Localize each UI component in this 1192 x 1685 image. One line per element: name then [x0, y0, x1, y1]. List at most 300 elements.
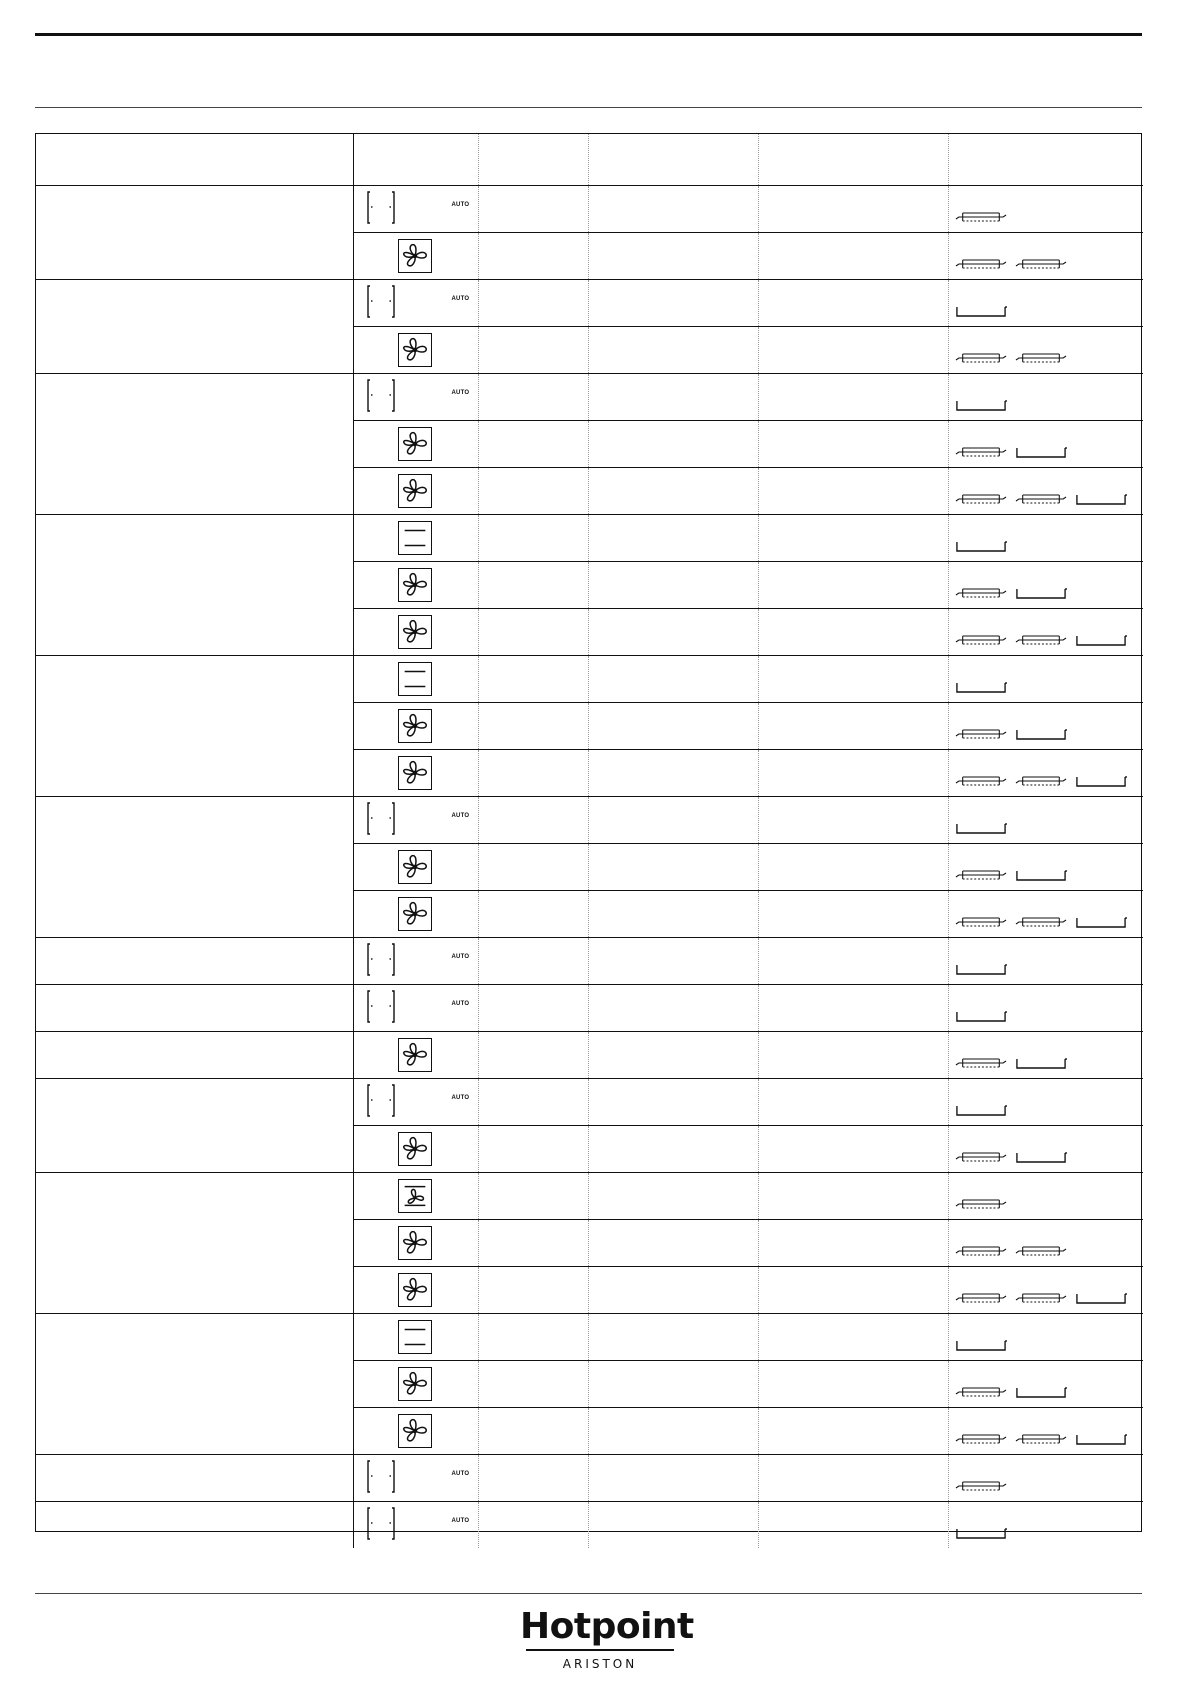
- duration-cell: [758, 891, 948, 938]
- fan-icon: [398, 897, 432, 931]
- auto-label: AUTO: [451, 1518, 470, 1524]
- function-cell: [353, 891, 478, 938]
- duration-cell: [758, 1361, 948, 1408]
- duration-cell: [758, 1220, 948, 1267]
- accessory-list: [949, 1362, 1144, 1406]
- duration-cell: [758, 1502, 948, 1549]
- temperature-cell: [588, 1314, 758, 1361]
- function-cell: [353, 609, 478, 656]
- accessory-cell: [948, 186, 1143, 233]
- function-cell: [353, 985, 478, 1032]
- function-cell: [353, 280, 478, 327]
- accessory-list: [949, 610, 1144, 654]
- preheat-cell: [478, 468, 588, 515]
- drip-tray-icon: [1075, 491, 1127, 507]
- preheat-cell: [478, 374, 588, 421]
- function-box: [354, 1315, 478, 1359]
- table-row: [36, 186, 1143, 233]
- recipe-cell: [36, 938, 353, 985]
- function-box: [354, 516, 478, 560]
- accessory-list: [949, 469, 1144, 513]
- bracket-auto-icon: [366, 1084, 396, 1117]
- preheat-cell: [478, 1220, 588, 1267]
- accessory-list: [949, 375, 1144, 419]
- bracket-auto-icon: [366, 191, 396, 224]
- function-cell: [353, 1220, 478, 1267]
- accessory-cell: [948, 1032, 1143, 1079]
- recipe-cell: [36, 1455, 353, 1502]
- table-row: [36, 1173, 1143, 1220]
- function-cell: [353, 1126, 478, 1173]
- wire-shelf-icon: [955, 773, 1007, 789]
- table-row: [36, 1032, 1143, 1079]
- preheat-cell: [478, 327, 588, 374]
- function-cell: [353, 844, 478, 891]
- temperature-cell: [588, 468, 758, 515]
- temperature-cell: [588, 797, 758, 844]
- temperature-cell: [588, 327, 758, 374]
- duration-cell: [758, 750, 948, 797]
- duration-cell: [758, 985, 948, 1032]
- function-fan: [354, 234, 478, 278]
- function-cell: [353, 1455, 478, 1502]
- function-auto: [354, 939, 478, 983]
- accessory-list: [949, 798, 1144, 842]
- drip-tray-icon: [1015, 444, 1067, 460]
- function-auto: [354, 375, 478, 419]
- accessory-cell: [948, 1126, 1143, 1173]
- preheat-cell: [478, 1267, 588, 1314]
- table-row: [36, 656, 1143, 703]
- accessory-cell: [948, 844, 1143, 891]
- accessory-list: [949, 939, 1144, 983]
- preheat-cell: [478, 515, 588, 562]
- temperature-cell: [588, 750, 758, 797]
- preheat-cell: [478, 656, 588, 703]
- accessory-list: [949, 1315, 1144, 1359]
- wire-shelf-icon: [1015, 491, 1067, 507]
- duration-cell: [758, 1455, 948, 1502]
- fan-icon: [398, 756, 432, 790]
- table-row: [36, 1314, 1143, 1361]
- accessory-cell: [948, 562, 1143, 609]
- accessory-cell: [948, 468, 1143, 515]
- function-cell: [353, 938, 478, 985]
- auto-label: AUTO: [451, 202, 470, 208]
- function-fan: [354, 1033, 478, 1077]
- wire-shelf-icon: [1015, 350, 1067, 366]
- drip-tray-icon: [955, 1337, 1007, 1353]
- temperature-cell: [588, 1079, 758, 1126]
- duration-cell: [758, 797, 948, 844]
- temperature-cell: [588, 656, 758, 703]
- temperature-cell: [588, 374, 758, 421]
- wire-shelf-icon: [955, 914, 1007, 930]
- wire-shelf-icon: [955, 1431, 1007, 1447]
- brand-logo: [520, 1606, 694, 1673]
- function-cell: [353, 750, 478, 797]
- wire-shelf-icon: [1015, 632, 1067, 648]
- preheat-cell: [478, 938, 588, 985]
- preheat-cell: [478, 797, 588, 844]
- temperature-cell: [588, 1173, 758, 1220]
- duration-cell: [758, 609, 948, 656]
- temperature-cell: [588, 891, 758, 938]
- accessory-list: [949, 1221, 1144, 1265]
- recipe-cell: [36, 1314, 353, 1455]
- accessory-list: [949, 328, 1144, 372]
- drip-tray-icon: [1075, 914, 1127, 930]
- preheat-cell: [478, 1361, 588, 1408]
- fan-icon: [398, 1226, 432, 1260]
- function-cell: [353, 233, 478, 280]
- accessory-cell: [948, 1455, 1143, 1502]
- preheat-cell: [478, 891, 588, 938]
- function-cell: [353, 1267, 478, 1314]
- function-fan: [354, 1362, 478, 1406]
- preheat-cell: [478, 1314, 588, 1361]
- auto-label: AUTO: [451, 1001, 470, 1007]
- duration-cell: [758, 703, 948, 750]
- duration-cell: [758, 1126, 948, 1173]
- drip-tray-icon: [1015, 1384, 1067, 1400]
- function-cell: [353, 1173, 478, 1220]
- accessory-cell: [948, 891, 1143, 938]
- table-row: [36, 515, 1143, 562]
- fan-icon: [398, 709, 432, 743]
- recipe-cell: [36, 1032, 353, 1079]
- accessory-cell: [948, 1267, 1143, 1314]
- function-auto: [354, 281, 478, 325]
- preheat-cell: [478, 844, 588, 891]
- drip-tray-icon: [955, 303, 1007, 319]
- temperature-cell: [588, 609, 758, 656]
- preheat-cell: [478, 233, 588, 280]
- accessory-list: [949, 704, 1144, 748]
- preheat-cell: [478, 750, 588, 797]
- temperature-cell: [588, 1455, 758, 1502]
- drip-tray-icon: [1075, 632, 1127, 648]
- bracket-auto-icon: [366, 1507, 396, 1540]
- function-cell: [353, 515, 478, 562]
- temperature-cell: [588, 1267, 758, 1314]
- accessory-list: [949, 516, 1144, 560]
- accessory-list: [949, 986, 1144, 1030]
- duration-cell: [758, 1173, 948, 1220]
- recipe-cell: [36, 1502, 353, 1549]
- accessory-cell: [948, 1361, 1143, 1408]
- accessory-list: [949, 1409, 1144, 1453]
- accessory-cell: [948, 1314, 1143, 1361]
- fan-icon: [398, 1273, 432, 1307]
- preheat-cell: [478, 609, 588, 656]
- accessory-cell: [948, 1173, 1143, 1220]
- header-cell-recipe: [36, 134, 353, 186]
- preheat-cell: [478, 1079, 588, 1126]
- wire-shelf-icon: [1015, 1431, 1067, 1447]
- temperature-cell: [588, 703, 758, 750]
- preheat-cell: [478, 985, 588, 1032]
- accessory-cell: [948, 985, 1143, 1032]
- recipe-cell: [36, 186, 353, 280]
- accessory-cell: [948, 750, 1143, 797]
- wire-shelf-icon: [955, 867, 1007, 883]
- bracket-auto-icon: [366, 990, 396, 1023]
- function-auto: [354, 187, 478, 231]
- recipe-cell: [36, 985, 353, 1032]
- header-cell-function: [353, 134, 478, 186]
- accessory-cell: [948, 374, 1143, 421]
- fan-icon: [398, 1132, 432, 1166]
- drip-tray-icon: [1075, 1290, 1127, 1306]
- preheat-cell: [478, 186, 588, 233]
- bracket-auto-icon: [366, 1460, 396, 1493]
- temperature-cell: [588, 515, 758, 562]
- drip-tray-icon: [955, 1525, 1007, 1541]
- preheat-cell: [478, 1126, 588, 1173]
- accessory-list: [949, 657, 1144, 701]
- function-fan: [354, 751, 478, 795]
- drip-tray-icon: [955, 679, 1007, 695]
- preheat-cell: [478, 1032, 588, 1079]
- accessory-list: [949, 1080, 1144, 1124]
- accessory-cell: [948, 515, 1143, 562]
- table-row: [36, 280, 1143, 327]
- duration-cell: [758, 1267, 948, 1314]
- accessory-cell: [948, 1502, 1143, 1549]
- function-cell: [353, 327, 478, 374]
- accessory-cell: [948, 421, 1143, 468]
- header-rule-top: [35, 33, 1142, 36]
- accessory-list: [949, 845, 1144, 889]
- function-cell: [353, 703, 478, 750]
- top-bottom-heat-icon: [398, 662, 432, 696]
- temperature-cell: [588, 844, 758, 891]
- wire-shelf-icon: [955, 256, 1007, 272]
- wire-shelf-icon: [955, 1055, 1007, 1071]
- drip-tray-icon: [1015, 1055, 1067, 1071]
- table-row: [36, 797, 1143, 844]
- preheat-cell: [478, 1408, 588, 1455]
- wire-shelf-icon: [955, 1290, 1007, 1306]
- function-fan: [354, 704, 478, 748]
- recipe-cell: [36, 280, 353, 374]
- drip-tray-icon: [955, 1008, 1007, 1024]
- auto-label: AUTO: [451, 813, 470, 819]
- duration-cell: [758, 844, 948, 891]
- function-cell: [353, 421, 478, 468]
- wire-shelf-icon: [955, 491, 1007, 507]
- function-cell: [353, 374, 478, 421]
- function-cell: [353, 1361, 478, 1408]
- wire-shelf-icon: [955, 585, 1007, 601]
- temperature-cell: [588, 1126, 758, 1173]
- temperature-cell: [588, 1220, 758, 1267]
- function-cell: [353, 1314, 478, 1361]
- function-fan: [354, 1221, 478, 1265]
- duration-cell: [758, 562, 948, 609]
- header-cell-level: [948, 134, 1143, 186]
- wire-shelf-icon: [1015, 1243, 1067, 1259]
- accessory-cell: [948, 233, 1143, 280]
- accessory-cell: [948, 703, 1143, 750]
- table-row: [36, 938, 1143, 985]
- header-cell-preheat: [478, 134, 588, 186]
- drip-tray-icon: [1015, 867, 1067, 883]
- auto-label: AUTO: [451, 390, 470, 396]
- function-fan: [354, 845, 478, 889]
- table-row: [36, 374, 1143, 421]
- function-cell: [353, 468, 478, 515]
- accessory-list: [949, 563, 1144, 607]
- fan-icon: [398, 1414, 432, 1448]
- wire-shelf-icon: [955, 1243, 1007, 1259]
- drip-tray-icon: [955, 397, 1007, 413]
- auto-label: AUTO: [451, 296, 470, 302]
- temperature-cell: [588, 1361, 758, 1408]
- function-fan: [354, 1127, 478, 1171]
- accessory-cell: [948, 797, 1143, 844]
- fan-icon: [398, 427, 432, 461]
- bracket-auto-icon: [366, 285, 396, 318]
- fan-icon: [398, 1038, 432, 1072]
- fan-icon: [398, 474, 432, 508]
- accessory-list: [949, 751, 1144, 795]
- accessory-list: [949, 1127, 1144, 1171]
- temperature-cell: [588, 280, 758, 327]
- duration-cell: [758, 938, 948, 985]
- wire-shelf-icon: [955, 1478, 1007, 1494]
- wire-shelf-icon: [955, 444, 1007, 460]
- duration-cell: [758, 1408, 948, 1455]
- drip-tray-icon: [1075, 773, 1127, 789]
- accessory-list: [949, 281, 1144, 325]
- preheat-cell: [478, 703, 588, 750]
- wire-shelf-icon: [955, 1196, 1007, 1212]
- function-box: [354, 657, 478, 701]
- table-row: [36, 1455, 1143, 1502]
- table-row: [36, 985, 1143, 1032]
- brand-subname: ARISTON: [562, 1657, 638, 1671]
- header-rule-bottom: [35, 107, 1142, 108]
- drip-tray-icon: [1015, 726, 1067, 742]
- table-body: [36, 186, 1143, 1549]
- duration-cell: [758, 468, 948, 515]
- function-cell: [353, 1032, 478, 1079]
- function-cell: [353, 656, 478, 703]
- duration-cell: [758, 374, 948, 421]
- function-cell: [353, 562, 478, 609]
- duration-cell: [758, 186, 948, 233]
- accessory-list: [949, 1033, 1144, 1077]
- preheat-cell: [478, 562, 588, 609]
- auto-label: AUTO: [451, 1471, 470, 1477]
- recipe-cell: [36, 797, 353, 938]
- function-cell: [353, 797, 478, 844]
- drip-tray-icon: [955, 961, 1007, 977]
- preheat-cell: [478, 1455, 588, 1502]
- temperature-cell: [588, 421, 758, 468]
- table-row: [36, 1502, 1143, 1549]
- temperature-cell: [588, 562, 758, 609]
- wire-shelf-icon: [955, 1149, 1007, 1165]
- header-cell-temperature: [588, 134, 758, 186]
- cooking-table: [35, 133, 1142, 1532]
- wire-shelf-icon: [1015, 773, 1067, 789]
- accessory-list: [949, 1174, 1144, 1218]
- fan-icon: [398, 850, 432, 884]
- function-cell: [353, 186, 478, 233]
- wire-shelf-icon: [1015, 256, 1067, 272]
- duration-cell: [758, 233, 948, 280]
- function-auto: [354, 798, 478, 842]
- function-fan: [354, 563, 478, 607]
- function-fan: [354, 1409, 478, 1453]
- function-auto: [354, 1080, 478, 1124]
- function-fan: [354, 469, 478, 513]
- accessory-cell: [948, 609, 1143, 656]
- fan-icon: [398, 1367, 432, 1401]
- fan-icon: [398, 568, 432, 602]
- temperature-cell: [588, 186, 758, 233]
- accessory-cell: [948, 327, 1143, 374]
- accessory-cell: [948, 938, 1143, 985]
- function-auto: [354, 986, 478, 1030]
- grill-fan-icon: [398, 1179, 432, 1213]
- accessory-list: [949, 187, 1144, 231]
- accessory-list: [949, 234, 1144, 278]
- accessory-list: [949, 422, 1144, 466]
- drip-tray-icon: [1015, 585, 1067, 601]
- brand-name: Hotpoint: [520, 1606, 694, 1647]
- wire-shelf-icon: [955, 1384, 1007, 1400]
- temperature-cell: [588, 233, 758, 280]
- fan-icon: [398, 615, 432, 649]
- accessory-cell: [948, 1220, 1143, 1267]
- fan-icon: [398, 239, 432, 273]
- duration-cell: [758, 1079, 948, 1126]
- wire-shelf-icon: [1015, 914, 1067, 930]
- function-fan: [354, 610, 478, 654]
- accessory-list: [949, 1456, 1144, 1500]
- temperature-cell: [588, 985, 758, 1032]
- duration-cell: [758, 515, 948, 562]
- function-grill: [354, 1174, 478, 1218]
- bracket-auto-icon: [366, 802, 396, 835]
- drip-tray-icon: [955, 820, 1007, 836]
- preheat-cell: [478, 421, 588, 468]
- wire-shelf-icon: [955, 726, 1007, 742]
- temperature-cell: [588, 1502, 758, 1549]
- wire-shelf-icon: [955, 350, 1007, 366]
- top-bottom-heat-icon: [398, 521, 432, 555]
- recipe-cell: [36, 656, 353, 797]
- header-cell-duration: [758, 134, 948, 186]
- temperature-cell: [588, 938, 758, 985]
- fan-icon: [398, 333, 432, 367]
- function-fan: [354, 1268, 478, 1312]
- recipe-cell: [36, 1079, 353, 1173]
- function-auto: [354, 1456, 478, 1500]
- duration-cell: [758, 421, 948, 468]
- accessory-list: [949, 892, 1144, 936]
- duration-cell: [758, 280, 948, 327]
- drip-tray-icon: [1015, 1149, 1067, 1165]
- function-fan: [354, 328, 478, 372]
- table-header-row: [36, 134, 1143, 186]
- duration-cell: [758, 1314, 948, 1361]
- accessory-cell: [948, 280, 1143, 327]
